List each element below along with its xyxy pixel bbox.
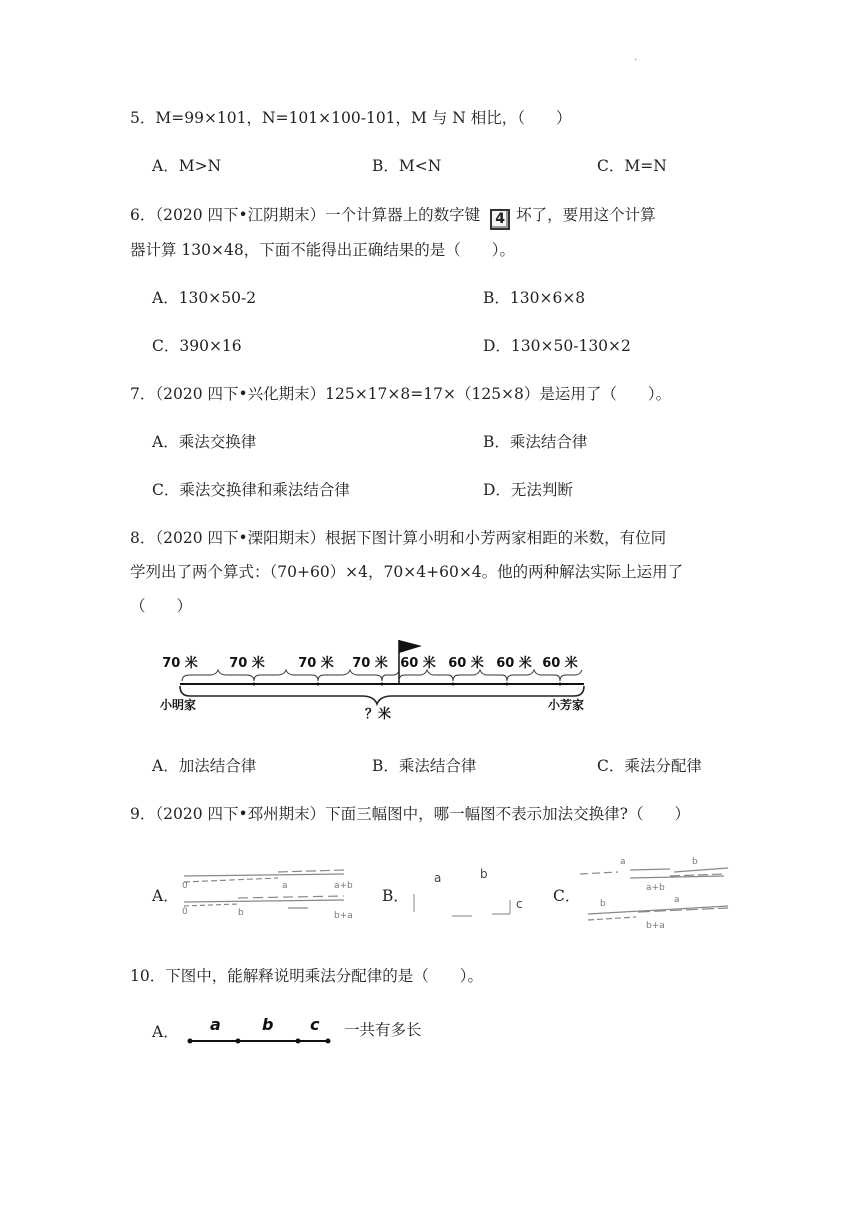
fig-c-label-a-bottom: a bbox=[674, 895, 680, 905]
fig-c-label-b-plus-a: b+a bbox=[646, 921, 665, 930]
q6-stem-after: 坏了，要用这个计算 bbox=[516, 206, 656, 224]
q10-option-a-letter[interactable]: A． bbox=[152, 1023, 179, 1041]
q9-figure-b[interactable] bbox=[406, 862, 536, 922]
fig-a-label-b: b bbox=[238, 908, 244, 918]
q7-option-b[interactable]: B．乘法结合律 bbox=[483, 433, 588, 451]
q9-figure-c[interactable] bbox=[578, 850, 734, 930]
total-brace bbox=[180, 686, 584, 704]
q8-distance-figure bbox=[150, 632, 610, 728]
fig-a-label-a: a bbox=[282, 881, 288, 891]
q7-option-a[interactable]: A．乘法交换律 bbox=[152, 433, 257, 451]
fig-b-label-a: a bbox=[434, 871, 442, 885]
q5-option-b[interactable]: B．M<N bbox=[372, 157, 442, 175]
q6-option-b[interactable]: B．130×6×8 bbox=[483, 289, 586, 307]
segment-label: 70 米 bbox=[229, 656, 265, 671]
q6-option-c[interactable]: C．390×16 bbox=[152, 337, 242, 355]
q10-segment-figure[interactable] bbox=[186, 1010, 336, 1050]
fig-a-zero-bottom: 0 bbox=[182, 907, 188, 917]
question-6-line-2: 器计算 130×48，下面不能得出正确结果的是（ ）。 bbox=[130, 241, 515, 259]
fig-a-label-b-plus-a: b+a bbox=[334, 911, 353, 921]
fig-a-label-a-plus-b: a+b bbox=[334, 881, 353, 891]
segment-label: 70 米 bbox=[352, 656, 388, 671]
xiaofang-home-label: 小芳家 bbox=[548, 698, 585, 712]
segment-label: 60 米 bbox=[400, 656, 436, 671]
question-6-line-1 bbox=[130, 203, 656, 230]
question-8-line-1: 8．（2020 四下•溧阳期末）根据下图计算小明和小芳两家相距的米数，有位同 bbox=[130, 529, 667, 547]
q9-figure-a[interactable] bbox=[176, 858, 366, 922]
q8-option-c[interactable]: C．乘法分配律 bbox=[597, 757, 702, 775]
segment-b-label: b bbox=[262, 1015, 274, 1034]
question-8-line-3: （ ） bbox=[130, 597, 193, 615]
q10-caption: 一共有多长 bbox=[344, 1021, 422, 1039]
segment-label: 60 米 bbox=[448, 656, 484, 671]
q6-stem-before: 6．（2020 四下•江阴期末）一个计算器上的数字键 bbox=[130, 206, 481, 224]
q9-option-a-letter[interactable]: A． bbox=[152, 887, 179, 905]
segment-label: 70 米 bbox=[298, 656, 334, 671]
q8-option-b[interactable]: B．乘法结合律 bbox=[372, 757, 477, 775]
q9-option-b-letter[interactable]: B． bbox=[382, 887, 409, 905]
segment-braces bbox=[182, 670, 582, 681]
calculator-key-icon: 4 bbox=[490, 209, 510, 230]
q5-option-a[interactable]: A．M>N bbox=[152, 157, 222, 175]
xiaoming-home-label: 小明家 bbox=[160, 698, 197, 712]
question-9-stem: 9．（2020 四下•邳州期末）下面三幅图中，哪一幅图不表示加法交换律?（ ） bbox=[130, 805, 690, 823]
fig-a-zero-top: 0 bbox=[182, 881, 188, 891]
question-8-line-2: 学列出了两个算式：（70+60）×4，70×4+60×4。他的两种解法实际上运用了 bbox=[130, 563, 684, 581]
fig-c-label-a-top: a bbox=[620, 857, 626, 867]
question-10-stem: 10．下图中，能解释说明乘法分配律的是（ ）。 bbox=[130, 967, 483, 985]
question-5-stem: 5．M=99×101，N=101×100-101，M 与 N 相比，（ ） bbox=[130, 109, 572, 127]
q5-option-c[interactable]: C．M=N bbox=[597, 157, 667, 175]
fig-b-label-b: b bbox=[480, 867, 488, 881]
fig-b-label-c: c bbox=[516, 897, 523, 911]
segment-c-label: c bbox=[310, 1015, 320, 1034]
fig-c-label-b-bottom: b bbox=[600, 899, 606, 909]
q7-option-c[interactable]: C．乘法交换律和乘法结合律 bbox=[152, 481, 350, 499]
segment-label: 60 米 bbox=[542, 656, 578, 671]
q6-option-d[interactable]: D．130×50-130×2 bbox=[483, 337, 631, 355]
q8-option-a[interactable]: A．加法结合律 bbox=[152, 757, 257, 775]
fig-c-label-b-top: b bbox=[692, 857, 698, 867]
fig-c-label-a-plus-b: a+b bbox=[646, 883, 665, 893]
q6-option-a[interactable]: A．130×50-2 bbox=[152, 289, 257, 307]
segment-a-label: a bbox=[210, 1015, 221, 1034]
segment-label: 70 米 bbox=[162, 656, 198, 671]
total-distance-label: ？米 bbox=[364, 707, 392, 722]
segment-label: 60 米 bbox=[496, 656, 532, 671]
question-7-stem: 7．（2020 四下•兴化期末）125×17×8=17×（125×8）是运用了（ ）。 bbox=[130, 385, 672, 403]
q9-option-c-letter[interactable]: C． bbox=[553, 887, 581, 905]
q7-option-d[interactable]: D．无法判断 bbox=[483, 481, 573, 499]
corner-mark: . bbox=[634, 52, 638, 63]
